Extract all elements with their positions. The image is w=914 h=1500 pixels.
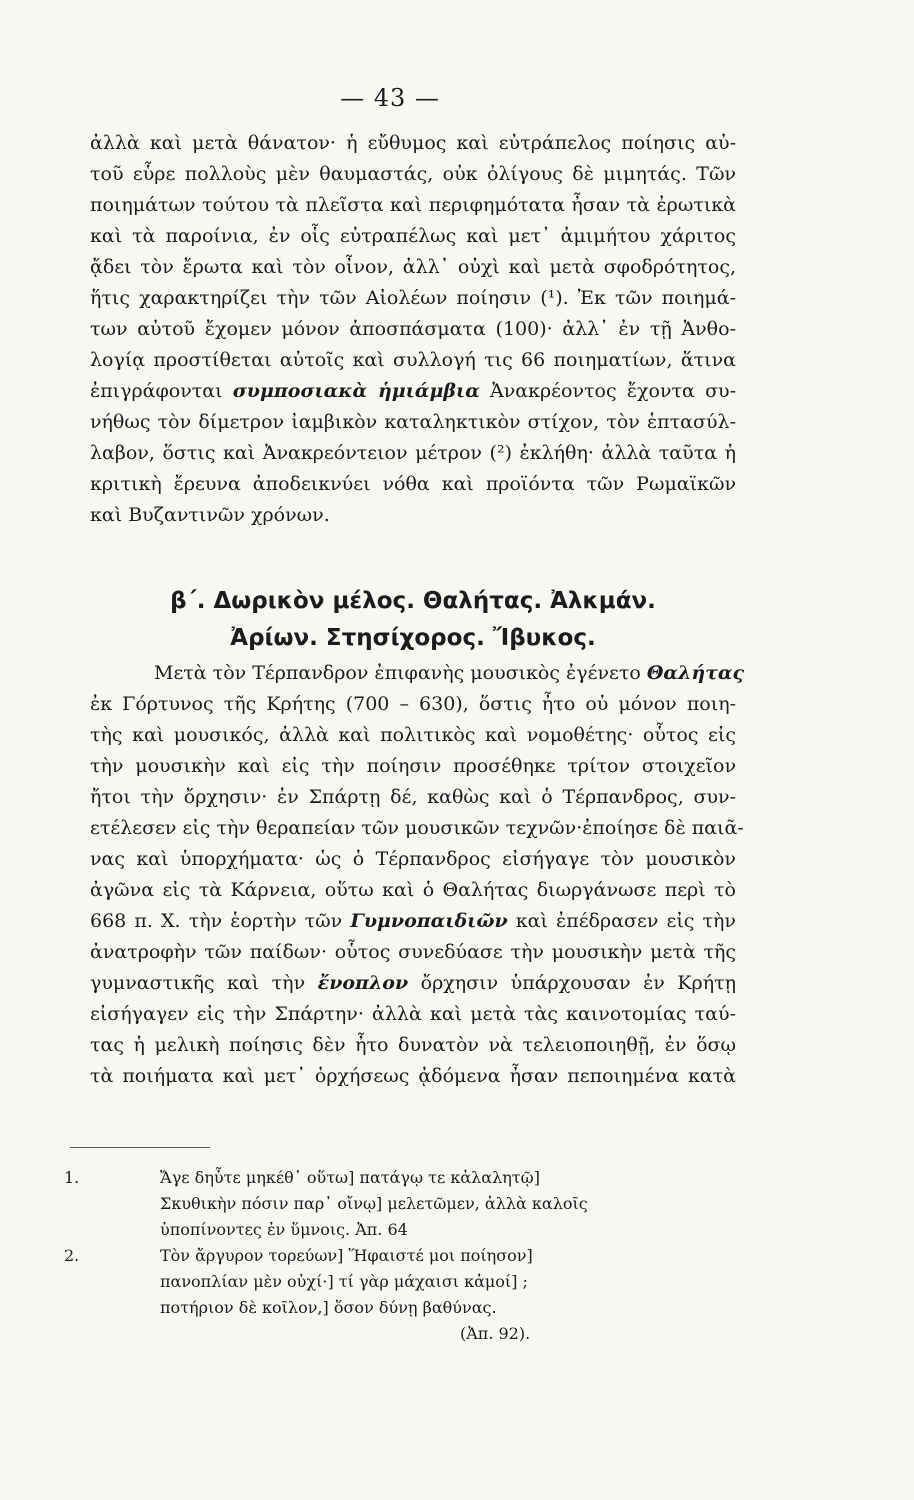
text-run: γυμναστικῆς καὶ τὴν <box>90 972 318 994</box>
paragraph-anacreon <box>90 128 736 531</box>
text-line: εἰσήγαγεν εἰς τὴν Σπάρτην· ἀλλὰ καὶ μετὰ τὰς καινοτομίας ταύ- <box>90 1003 736 1025</box>
text-line: καὶ Βυζαντινῶν χρόνων. <box>90 504 330 526</box>
footnote-line: πανοπλίαν μὲν οὐχί·] τί γὰρ μάχαισι κἀμοί] ; <box>160 1272 528 1291</box>
emphasized-term: Θαλήτας <box>646 662 745 684</box>
text-line: λογίᾳ προστίθεται αὐτοῖς καὶ συλλογή τις 66 ποιηματίων, ἅτινα <box>90 349 736 371</box>
text-run: Ἀνακρέοντος ἔχοντα συ- <box>479 380 737 402</box>
text-run: Μετὰ τὸν Τέρπανδρον ἐπιφανὴς μουσικὸς ἐγένετο <box>154 662 647 684</box>
text-run: 668 π. Χ. τὴν ἑορτὴν τῶν <box>90 910 351 932</box>
footnote-2 <box>58 1243 698 1347</box>
text-line: ἤτοι τὴν ὄρχησιν· ἐν Σπάρτῃ δέ, καθὼς καὶ ὁ Τέρπανδρος, συν- <box>90 786 736 808</box>
emphasized-term: Γυμνοπαιδιῶν <box>350 910 508 932</box>
text-line <box>90 968 736 999</box>
text-line: νήθως τὸν δίμετρον ἰαμβικὸν καταληκτικὸν στίχον, τὸν ἑπτασύλ- <box>90 411 736 433</box>
emphasized-term: ἔνοπλον <box>317 972 409 994</box>
text-line: ἀλλὰ καὶ μετὰ θάνατον· ἡ εὔθυμος καὶ εὐτράπελος ποίησις αὐ- <box>90 132 736 154</box>
footnote-number: 1. <box>64 1168 80 1187</box>
text-line: τοῦ εὗρε πολλοὺς μὲν θαυμαστάς, οὐκ ὀλίγους δὲ μιμητάς. Τῶν <box>90 163 736 185</box>
footnote-line: ποτήριον δὲ κοῖλον,] ὅσον δύνῃ βαθύνας. <box>160 1298 497 1317</box>
page-number: — 43 — <box>340 84 440 112</box>
text-line: ποιημάτων τούτου τὰ πλεῖστα καὶ περιφημότατα ἦσαν τὰ ἐρωτικὰ <box>90 194 736 216</box>
footnote-number: 2. <box>64 1246 80 1265</box>
text-line: κριτικὴ ἔρευνα ἀποδεικνύει νόθα καὶ προϊόντα τῶν Ρωμαϊκῶν <box>90 473 736 495</box>
text-line: καὶ τὰ παροίνια, ἐν οἷς εὐτραπέλως καὶ μετ᾽ ἀμιμήτου χάριτος <box>90 225 736 247</box>
text-line: τὰ ποιήματα καὶ μετ᾽ ὀρχήσεως ᾀδόμενα ἦσαν πεποιημένα κατὰ <box>90 1065 736 1087</box>
footnote-reference: (Ἀπ. 92). <box>460 1324 531 1343</box>
text-line: τὴς καὶ μουσικός, ἀλλὰ καὶ πολιτικὸς καὶ νομοθέτης· οὗτος εἰς <box>90 724 736 746</box>
footnote-1 <box>58 1165 698 1243</box>
text-line: ετέλεσεν εἰς τὴν θεραπείαν τῶν μουσικῶν τεχνῶν·ἐποίησε δὲ παιᾶ- <box>90 817 744 839</box>
text-run: καὶ ἐπέδρασεν εἰς τὴν <box>507 910 736 932</box>
text-run: ὄρχησιν ὑπάρχουσαν ἐν Κρήτῃ <box>408 972 736 994</box>
footnote-line: Ἄγε δηὖτε μηκέθ᾽ οὕτω] πατάγῳ τε κἀλαλητῷ] <box>160 1168 540 1187</box>
text-line: ἀγῶνα εἰς τὰ Κάρνεια, οὕτω καὶ ὁ Θαλήτας διωργάνωσε περὶ τὸ <box>90 879 736 901</box>
footnote-divider <box>70 1147 210 1148</box>
section-heading-line-1: β΄. Δωρικὸν μέλος. Θαλήτας. Ἀλκμάν. <box>170 588 656 614</box>
paragraph-thaletas <box>90 658 745 1092</box>
text-line: ἐκ Γόρτυνος τῆς Κρήτης (700 – 630), ὅστις ἦτο οὐ μόνον ποιη- <box>90 693 736 715</box>
text-line <box>90 658 745 689</box>
text-line: των αὐτοῦ ἔχομεν μόνον ἀποσπάσματα (100)· ἀλλ᾽ ἐν τῇ Ἀνθο- <box>90 318 736 340</box>
text-line: ἥτις χαρακτηρίζει τὴν τῶν Αἰολέων ποίησιν (¹). Ἐκ τῶν ποιημά- <box>90 287 736 309</box>
footnote-line: ὑποπίνοντες ἐν ὕμνοις. Ἀπ. 64 <box>160 1220 408 1239</box>
footnotes <box>58 1165 698 1347</box>
section-heading-line-2: Ἀρίων. Στησίχορος. Ἴβυκος. <box>230 625 596 651</box>
text-run: ἐπιγράφονται <box>90 380 233 402</box>
text-line: λαβον, ὅστις καὶ Ἀνακρεόντειον μέτρον (²) ἐκλήθη· ἀλλὰ ταῦτα ἡ <box>90 442 736 464</box>
text-line <box>90 906 736 937</box>
text-line: ἀνατροφὴν τῶν παίδων· οὗτος συνεδύασε τὴν μουσικὴν μετὰ τῆς <box>90 941 736 963</box>
text-line <box>90 376 736 407</box>
emphasized-term: συμποσιακὰ ἡμιάμβια <box>232 380 480 402</box>
footnote-line: Τὸν ἄργυρον τορεύων] Ἥφαιστέ μοι ποίησον] <box>160 1246 533 1265</box>
footnote-line: Σκυθικὴν πόσιν παρ᾽ οἴνῳ] μελετῶμεν, ἀλλὰ καλοῖς <box>160 1194 588 1213</box>
text-line: τὴν μουσικὴν καὶ εἰς τὴν ποίησιν προσέθηκε τρίτον στοιχεῖον <box>90 755 736 777</box>
text-line: νας καὶ ὑπορχήματα· ὡς ὁ Τέρπανδρος εἰσήγαγε τὸν μουσικὸν <box>90 848 736 870</box>
text-line: ᾄδει τὸν ἔρωτα καὶ τὸν οἶνον, ἀλλ᾽ οὐχὶ καὶ μετὰ σφοδρότητος, <box>90 256 736 278</box>
text-line: τας ἡ μελικὴ ποίησις δὲν ἦτο δυνατὸν νὰ τελειοποιηθῇ, ἐν ὅσῳ <box>90 1034 736 1056</box>
